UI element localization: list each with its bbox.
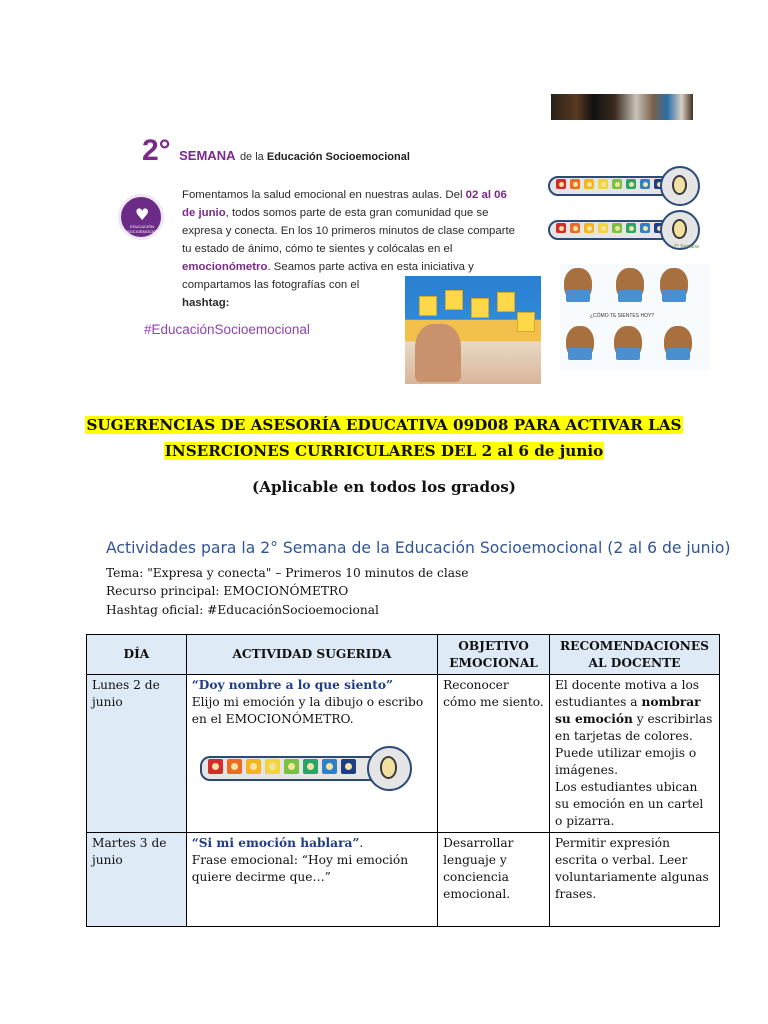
meter-bulb-icon	[367, 746, 412, 791]
applicable-note: (Aplicable en todos los grados)	[252, 478, 516, 496]
table-row	[87, 675, 720, 833]
activity-text: Frase emocional: “Hoy mi emoción quiere decirme que…”	[191, 853, 409, 884]
emotion-level-square	[570, 223, 580, 233]
seal-caption: EDUCACIÓN SOCIOEMOCIONAL	[127, 224, 164, 234]
col-header-activity: ACTIVIDAD SUGERIDA	[186, 635, 437, 675]
recommendation-cell: Permitir expresión escrita o verbal. Leer voluntariamente algunas frases.	[550, 833, 720, 927]
banner-para-part: , todos somos parte de esta gran comunidad que se expresa y conecta. En los 10 primeros minutos de clase comparte tu estado de ánimo, cómo te sientes y colócalas en el	[182, 207, 516, 255]
activity-title: “Si mi emoción hablara”	[191, 836, 360, 850]
day-cell: Martes 3 de junio	[87, 833, 187, 927]
emotion-level-square	[284, 759, 299, 774]
table-row	[87, 833, 720, 927]
activity-cell	[186, 833, 437, 927]
socioemotional-seal-logo	[118, 194, 164, 240]
emotion-level-square	[265, 759, 280, 774]
activities-title: Actividades para la 2° Semana de la Educación Socioemocional (2 al 6 de junio)	[106, 539, 731, 557]
banner-para-part: Fomentamos la salud emocional en nuestras aulas. Del	[182, 189, 463, 201]
emotion-level-square	[640, 223, 650, 233]
child-with-cards-photo	[405, 276, 541, 384]
emotions-faces-photo	[560, 264, 710, 370]
emotion-level-square	[612, 179, 622, 189]
col-header-day: DÍA	[87, 635, 187, 675]
banner-week-number: 2°	[142, 134, 171, 167]
activity-cell	[186, 675, 437, 833]
emotion-level-square	[341, 759, 356, 774]
activity-title: “Doy nombre a lo que siento”	[191, 678, 394, 692]
activities-table	[86, 634, 720, 927]
emotion-level-square	[598, 179, 608, 189]
emotion-level-square	[612, 223, 622, 233]
day-cell: Lunes 2 de junio	[87, 675, 187, 833]
emotion-level-square	[584, 223, 594, 233]
table-header-row	[87, 635, 720, 675]
heading-line-2: INSERCIONES CURRICULARES DEL 2 al 6 de junio	[164, 442, 604, 460]
banner-para-part: . Seamos parte activa en esta iniciativa y compartamos las fotografías con el	[182, 261, 474, 291]
emotion-level-square	[556, 179, 566, 189]
emotion-level-square	[598, 223, 608, 233]
emotion-level-square	[556, 223, 566, 233]
emotion-level-square	[303, 759, 318, 774]
faces-caption: ¿CÓMO TE SIENTES HOY?	[590, 313, 655, 319]
recommendation-cell	[550, 675, 720, 833]
objective-cell: Reconocer cómo me siento.	[438, 675, 550, 833]
activity-title-end: .	[359, 836, 364, 850]
heart-hands-icon: ♥	[135, 205, 150, 224]
banner-title-connector: de la	[239, 151, 264, 163]
rec-text: y escribirlas en tarjetas de colores. Puede utilizar emojis o imágenes.	[555, 712, 713, 777]
banner-meter-tag: 2° Semana	[674, 244, 699, 250]
rec-text: El docente motiva a los estudiantes a	[555, 678, 700, 709]
emotion-level-square	[322, 759, 337, 774]
meter-bulb-icon	[660, 166, 700, 206]
main-heading	[60, 412, 708, 464]
banner-hashtag-label: hashtag:	[182, 297, 230, 309]
rec-text: Los estudiantes ubican su emoción en un cartel o pizarra.	[555, 780, 704, 828]
theme-line: Tema: "Expresa y conecta" – Primeros 10 minutos de clase	[106, 566, 469, 580]
campaign-banner	[118, 124, 712, 388]
activity-text: Elijo mi emoción y la dibujo o escribo en el EMOCIONÓMETRO.	[191, 695, 424, 726]
rec-bold: nombrar su emoción	[555, 695, 701, 726]
banner-title	[142, 134, 410, 168]
emotion-level-square	[227, 759, 242, 774]
resource-line: Recurso principal: EMOCIONÓMETRO	[106, 584, 349, 598]
emotion-level-square	[640, 179, 650, 189]
meter-illustration	[192, 728, 432, 808]
emotion-level-square	[246, 759, 261, 774]
heading-line-1: SUGERENCIAS DE ASESORÍA EDUCATIVA 09D08 PARA ACTIVAR LAS	[86, 416, 682, 434]
banner-emotion-meter	[548, 220, 688, 240]
emotion-level-square	[584, 179, 594, 189]
header-photo	[551, 94, 693, 120]
objective-cell: Desarrollar lenguaje y conciencia emocional.	[438, 833, 550, 927]
banner-emotion-meter	[548, 176, 688, 196]
banner-para-emocionometro: emocionómetro	[182, 261, 268, 273]
banner-para-dates: 02 al 06 de junio	[182, 189, 507, 219]
emotion-level-square	[626, 179, 636, 189]
banner-hashtag: #EducaciónSocioemocional	[144, 322, 310, 337]
banner-week-word: SEMANA	[179, 148, 236, 163]
banner-title-subject: Educación Socioemocional	[266, 151, 410, 163]
col-header-objective: OBJETIVO EMOCIONAL	[438, 635, 550, 675]
emotion-level-square	[208, 759, 223, 774]
table-emotion-meter	[200, 756, 400, 781]
emotion-level-square	[626, 223, 636, 233]
emotion-level-square	[570, 179, 580, 189]
col-header-recommendations: RECOMENDACIONES AL DOCENTE	[550, 635, 720, 675]
hashtag-line: Hashtag oficial: #EducaciónSocioemocional	[106, 603, 379, 617]
